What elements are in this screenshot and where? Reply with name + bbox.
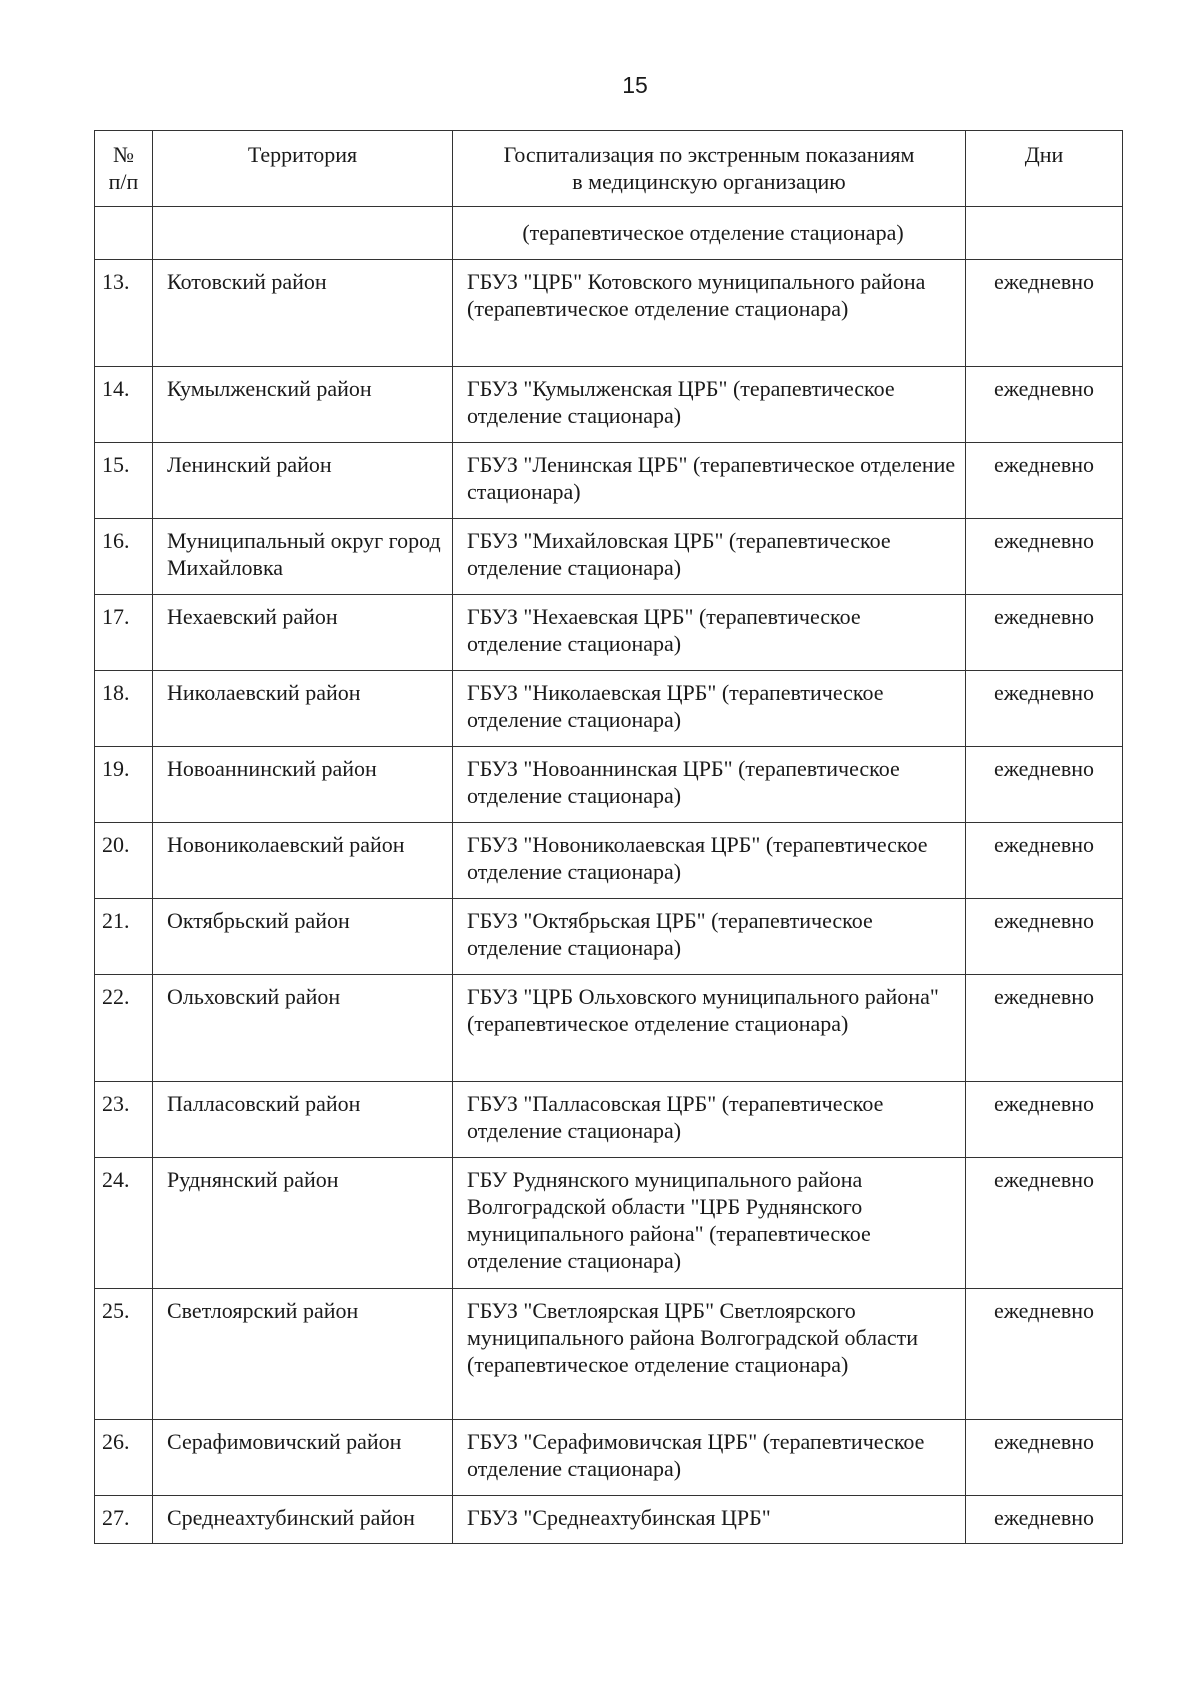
- table-row: [95, 1158, 1123, 1289]
- cell-days: ежедневно: [966, 519, 1123, 595]
- cell-hospitalization: ГБУЗ "Октябрьская ЦРБ" (терапевтическое отделение стационара): [453, 899, 966, 975]
- cell-hospitalization: ГБУЗ "Ленинская ЦРБ" (терапевтическое отделение стационара): [453, 443, 966, 519]
- table-row: [95, 367, 1123, 443]
- cell-territory: Палласовский район: [153, 1082, 453, 1158]
- header-hospitalization: Госпитализация по экстренным показаниям в медицинскую организацию: [453, 131, 966, 207]
- cell-days: ежедневно: [966, 975, 1123, 1082]
- table-row: [95, 595, 1123, 671]
- cell-days: ежедневно: [966, 443, 1123, 519]
- cell-days: ежедневно: [966, 671, 1123, 747]
- table-row: [95, 823, 1123, 899]
- table-row: [95, 519, 1123, 595]
- table-row: [95, 443, 1123, 519]
- cell-num: 14.: [95, 367, 153, 443]
- cell-num: 17.: [95, 595, 153, 671]
- cell-territory: Кумылженский район: [153, 367, 453, 443]
- cell-days: ежедневно: [966, 1158, 1123, 1289]
- cell-num: 25.: [95, 1289, 153, 1420]
- cell-hospitalization: ГБУ Руднянского муниципального района Волгоградской области "ЦРБ Руднянского муниципального района" (терапевтическое отделение стационара): [453, 1158, 966, 1289]
- table-row-continuation: [95, 207, 1123, 260]
- cell-territory: [153, 207, 453, 260]
- cell-territory: Новониколаевский район: [153, 823, 453, 899]
- cell-days: ежедневно: [966, 1496, 1123, 1544]
- cell-territory: Среднеахтубинский район: [153, 1496, 453, 1544]
- cell-num: 13.: [95, 260, 153, 367]
- cell-territory: Ольховский район: [153, 975, 453, 1082]
- cell-territory: Светлоярский район: [153, 1289, 453, 1420]
- cell-num: 20.: [95, 823, 153, 899]
- table-row: [95, 260, 1123, 367]
- cell-territory: Муниципальный округ город Михайловка: [153, 519, 453, 595]
- cell-territory: Ленинский район: [153, 443, 453, 519]
- table-row: [95, 1289, 1123, 1420]
- table-row: [95, 899, 1123, 975]
- header-days: Дни: [966, 131, 1123, 207]
- cell-hospitalization: ГБУЗ "Палласовская ЦРБ" (терапевтическое отделение стационара): [453, 1082, 966, 1158]
- table-row: [95, 1496, 1123, 1544]
- cell-num: 15.: [95, 443, 153, 519]
- cell-days: ежедневно: [966, 823, 1123, 899]
- cell-days: ежедневно: [966, 1420, 1123, 1496]
- table-row: [95, 1082, 1123, 1158]
- table-header-row: [95, 131, 1123, 207]
- cell-hospitalization: ГБУЗ "Среднеахтубинская ЦРБ": [453, 1496, 966, 1544]
- cell-num: 22.: [95, 975, 153, 1082]
- cell-hospitalization: ГБУЗ "ЦРБ" Котовского муниципального района (терапевтическое отделение стационара): [453, 260, 966, 367]
- table-row: [95, 1420, 1123, 1496]
- cell-days: ежедневно: [966, 595, 1123, 671]
- cell-num: 24.: [95, 1158, 153, 1289]
- cell-hospitalization: ГБУЗ "Светлоярская ЦРБ" Светлоярского муниципального района Волгоградской области (терапевтическое отделение стационара): [453, 1289, 966, 1420]
- cell-hospitalization: ГБУЗ "Кумылженская ЦРБ" (терапевтическое отделение стационара): [453, 367, 966, 443]
- table-row: [95, 671, 1123, 747]
- cell-days: ежедневно: [966, 747, 1123, 823]
- cell-hospitalization: (терапевтическое отделение стационара): [453, 207, 966, 260]
- cell-num: 19.: [95, 747, 153, 823]
- header-num: № п/п: [95, 131, 153, 207]
- table-row: [95, 975, 1123, 1082]
- cell-territory: Нехаевский район: [153, 595, 453, 671]
- header-territory: Территория: [153, 131, 453, 207]
- cell-hospitalization: ГБУЗ "ЦРБ Ольховского муниципального района" (терапевтическое отделение стационара): [453, 975, 966, 1082]
- cell-hospitalization: ГБУЗ "Михайловская ЦРБ" (терапевтическое отделение стационара): [453, 519, 966, 595]
- cell-days: ежедневно: [966, 1082, 1123, 1158]
- cell-days: [966, 207, 1123, 260]
- cell-hospitalization: ГБУЗ "Николаевская ЦРБ" (терапевтическое отделение стационара): [453, 671, 966, 747]
- cell-territory: Николаевский район: [153, 671, 453, 747]
- cell-territory: Котовский район: [153, 260, 453, 367]
- cell-num: 18.: [95, 671, 153, 747]
- cell-territory: Октябрьский район: [153, 899, 453, 975]
- cell-num: 21.: [95, 899, 153, 975]
- cell-hospitalization: ГБУЗ "Нехаевская ЦРБ" (терапевтическое отделение стационара): [453, 595, 966, 671]
- cell-territory: Руднянский район: [153, 1158, 453, 1289]
- cell-territory: Серафимовичский район: [153, 1420, 453, 1496]
- cell-hospitalization: ГБУЗ "Новоаннинская ЦРБ" (терапевтическое отделение стационара): [453, 747, 966, 823]
- cell-hospitalization: ГБУЗ "Новониколаевская ЦРБ" (терапевтическое отделение стационара): [453, 823, 966, 899]
- cell-days: ежедневно: [966, 260, 1123, 367]
- hospitalization-table: [94, 130, 1123, 1544]
- table-row: [95, 747, 1123, 823]
- cell-num: 26.: [95, 1420, 153, 1496]
- cell-num: [95, 207, 153, 260]
- cell-days: ежедневно: [966, 1289, 1123, 1420]
- cell-num: 27.: [95, 1496, 153, 1544]
- cell-days: ежедневно: [966, 899, 1123, 975]
- page-number: 15: [622, 72, 648, 98]
- cell-territory: Новоаннинский район: [153, 747, 453, 823]
- cell-num: 23.: [95, 1082, 153, 1158]
- cell-hospitalization: ГБУЗ "Серафимовичская ЦРБ" (терапевтическое отделение стационара): [453, 1420, 966, 1496]
- cell-num: 16.: [95, 519, 153, 595]
- cell-days: ежедневно: [966, 367, 1123, 443]
